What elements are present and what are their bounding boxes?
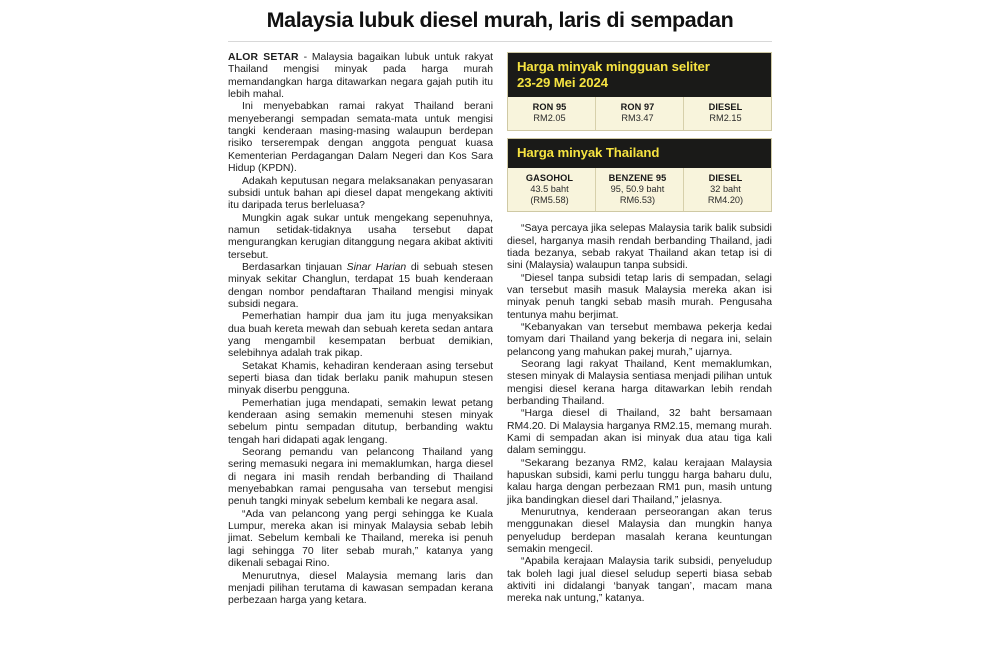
price-cell-diesel: [684, 97, 771, 130]
paragraph: Pemerhatian hampir dua jam itu juga menyaksikan dua buah kereta mewah dan sebuah kereta sedan antara yang mengambil kesempatan berbuat demikian, selebihnya adalah trak pikap.: [228, 311, 493, 360]
citation-suffix: di sebuah stesen minyak sekitar Changlun, terdapat 15 buah kenderaan dengan nombor pendaftaran Thailand mengisi minyak subsidi negara.: [228, 261, 493, 310]
fuel-name: BENZENE 95: [608, 172, 667, 183]
fuel-price: RM2.05: [533, 113, 566, 124]
paragraph: “Apabila kerajaan Malaysia tarik subsidi, penyeludup tak boleh lagi jual diesel seludup seperti biasa sebab aktiviti ini didalangi ‘banyak tangan’, macam mana mereka nak untung,” katanya.: [507, 556, 772, 605]
paragraph: Setakat Khamis, kehadiran kenderaan asing tersebut seperti biasa dan tidak berlaku panik mahupun stesen minyak diserbu pengguna.: [228, 360, 493, 397]
article-columns: [228, 52, 772, 607]
price-cell-diesel: [684, 168, 771, 212]
thailand-price-row: [508, 168, 771, 212]
fuel-price: 43.5 baht: [530, 183, 569, 194]
fuel-name: RON 97: [620, 102, 655, 113]
fuel-price-converted: (RM5.58): [530, 194, 569, 205]
paragraph: “Sekarang bezanya RM2, kalau kerajaan Malaysia hapuskan subsidi, kami perlu tunggu harga baharu dulu, kalau harga dengan perbezaan RM1 pun, masih untung jika bandingkan diesel dari Thailand,” jelasnya.: [507, 457, 772, 506]
paragraph: “Harga diesel di Thailand, 32 baht bersamaan RM4.20. Di Malaysia harganya RM2.15, memang murah. Kami di sempadan akan isi minyak dua atau tiga kali dalam seminggu.: [507, 408, 772, 457]
paragraph: Menurutnya, diesel Malaysia memang laris dan menjadi pilihan terutama di kawasan sempadan kerana perbezaan harga yang ketara.: [228, 570, 493, 607]
paragraph: “Diesel tanpa subsidi tetap laris di sempadan, selagi van tersebut masih masuk Malaysia mereka akan isi minyak penuh tangki sebab masih murah. Pengusaha tentunya mahu berjimat.: [507, 272, 772, 321]
paragraph: Mungkin agak sukar untuk mengekang sepenuhnya, namun setidak-tidaknya usaha tersebut dapat mengurangkan kerugian ditanggung negara akibat aktiviti tersebut.: [228, 212, 493, 261]
paragraph: “Ada van pelancong yang pergi sehingga ke Kuala Lumpur, mereka akan isi minyak Malaysia sebab lebih jimat. Sebelum kembali ke Thailand, mereka isi penuh lagi sehingga 70 liter sebab murah,” katanya yang dikenali sebagai Rino.: [228, 508, 493, 570]
dateline: ALOR SETAR: [228, 52, 299, 64]
price-cell-gasohol: [508, 168, 596, 212]
malaysia-price-box: [507, 52, 772, 131]
fuel-price-converted: RM4.20): [707, 194, 744, 205]
price-cell-ron95: [508, 97, 596, 130]
publication-name: Sinar Harian: [346, 261, 407, 273]
fuel-price: 95, 50.9 baht: [610, 183, 665, 194]
paragraph-with-citation: [228, 262, 493, 311]
fuel-price: RM2.15: [709, 113, 742, 124]
thailand-box-title: Harga minyak Thailand: [517, 145, 660, 161]
paragraph: Seorang lagi rakyat Thailand, Kent memaklumkan, stesen minyak di Malaysia sentiasa menjadi pilihan untuk mengisi diesel kerana harga ditawarkan lebih rendah berbanding Thailand.: [507, 358, 772, 407]
malaysia-price-box-header: [508, 53, 771, 97]
fuel-price: 32 baht: [710, 183, 741, 194]
thailand-price-box: [507, 138, 772, 212]
lead-body: - Malaysia bagaikan lubuk untuk rakyat Thailand mengisi minyak pada harga murah memandangkan harga ditawarkan negara gajah putih itu lebih mahal.: [228, 52, 493, 101]
citation-prefix: Berdasarkan tinjauan: [242, 261, 347, 273]
price-cell-ron97: [596, 97, 684, 130]
right-column: [507, 52, 772, 606]
paragraph: Pemerhatian juga mendapati, semakin lewat petang kenderaan asing semakin memenuhi stesen minyak sebelum pintu sempadan ditutup, berbanding waktu tengah hari didapati agak lengang.: [228, 397, 493, 446]
article: [228, 8, 772, 608]
paragraph: Ini menyebabkan ramai rakyat Thailand berani menyeberangi sempadan semata-mata untuk mengisi tangki kenderaan masing-masing walaupun berdepan risiko terserempak dengan anggota penguat kuasa Kementerian Perdagangan Dalam Negeri dan Kos Sara Hidup (KPDN).: [228, 101, 493, 175]
page-title: Malaysia lubuk diesel murah, laris di sempadan: [266, 8, 734, 32]
paragraph: “Saya percaya jika selepas Malaysia tarik balik subsidi diesel, harganya masih rendah berbanding Thailand, jadi tiada bezanya, sebab rakyat Thailand akan tetap isi di sini (Malaysia) walaupun tanpa subsidi.: [507, 223, 772, 272]
paragraph: “Kebanyakan van tersebut membawa pekerja kedai tomyam dari Thailand yang bekerja di negara ini, selain pelancong yang mahukan pakej murah,” ujarnya.: [507, 321, 772, 358]
malaysia-box-title-line2: 23-29 Mei 2024: [517, 74, 608, 90]
fuel-name: DIESEL: [708, 172, 743, 183]
headline-divider: [228, 41, 772, 42]
thailand-price-box-header: [508, 139, 771, 168]
fuel-price-converted: RM6.53): [619, 194, 656, 205]
fuel-price: RM3.47: [621, 113, 654, 124]
paragraph: Adakah keputusan negara melaksanakan penyasaran subsidi untuk bahan api diesel dapat mengekang aktiviti itu daripada terus berleluasa?: [228, 175, 493, 212]
malaysia-box-title-line1: Harga minyak mingguan seliter: [517, 59, 710, 75]
fuel-name: GASOHOL: [525, 172, 574, 183]
fuel-name: RON 95: [532, 102, 567, 113]
paragraph-lead: [228, 52, 493, 101]
paragraph: Seorang pemandu van pelancong Thailand yang sering memasuki negara ini memaklumkan, harga diesel di negara ini masih rendah berbanding di Thailand menyebabkan ramai pengusaha van tersebut mengisi penuh tangki minyak sebelum kembali ke negara asal.: [228, 447, 493, 508]
fuel-name: DIESEL: [708, 102, 743, 113]
malaysia-price-row: [508, 97, 771, 130]
paragraph: Menurutnya, kenderaan perseorangan akan terus menggunakan diesel Malaysia dan mungkin hanya penyeludup berdepan masalah kerana keuntungan semakin mengecil.: [507, 507, 772, 556]
left-column: [228, 52, 493, 607]
price-cell-benzene95: [596, 168, 684, 212]
